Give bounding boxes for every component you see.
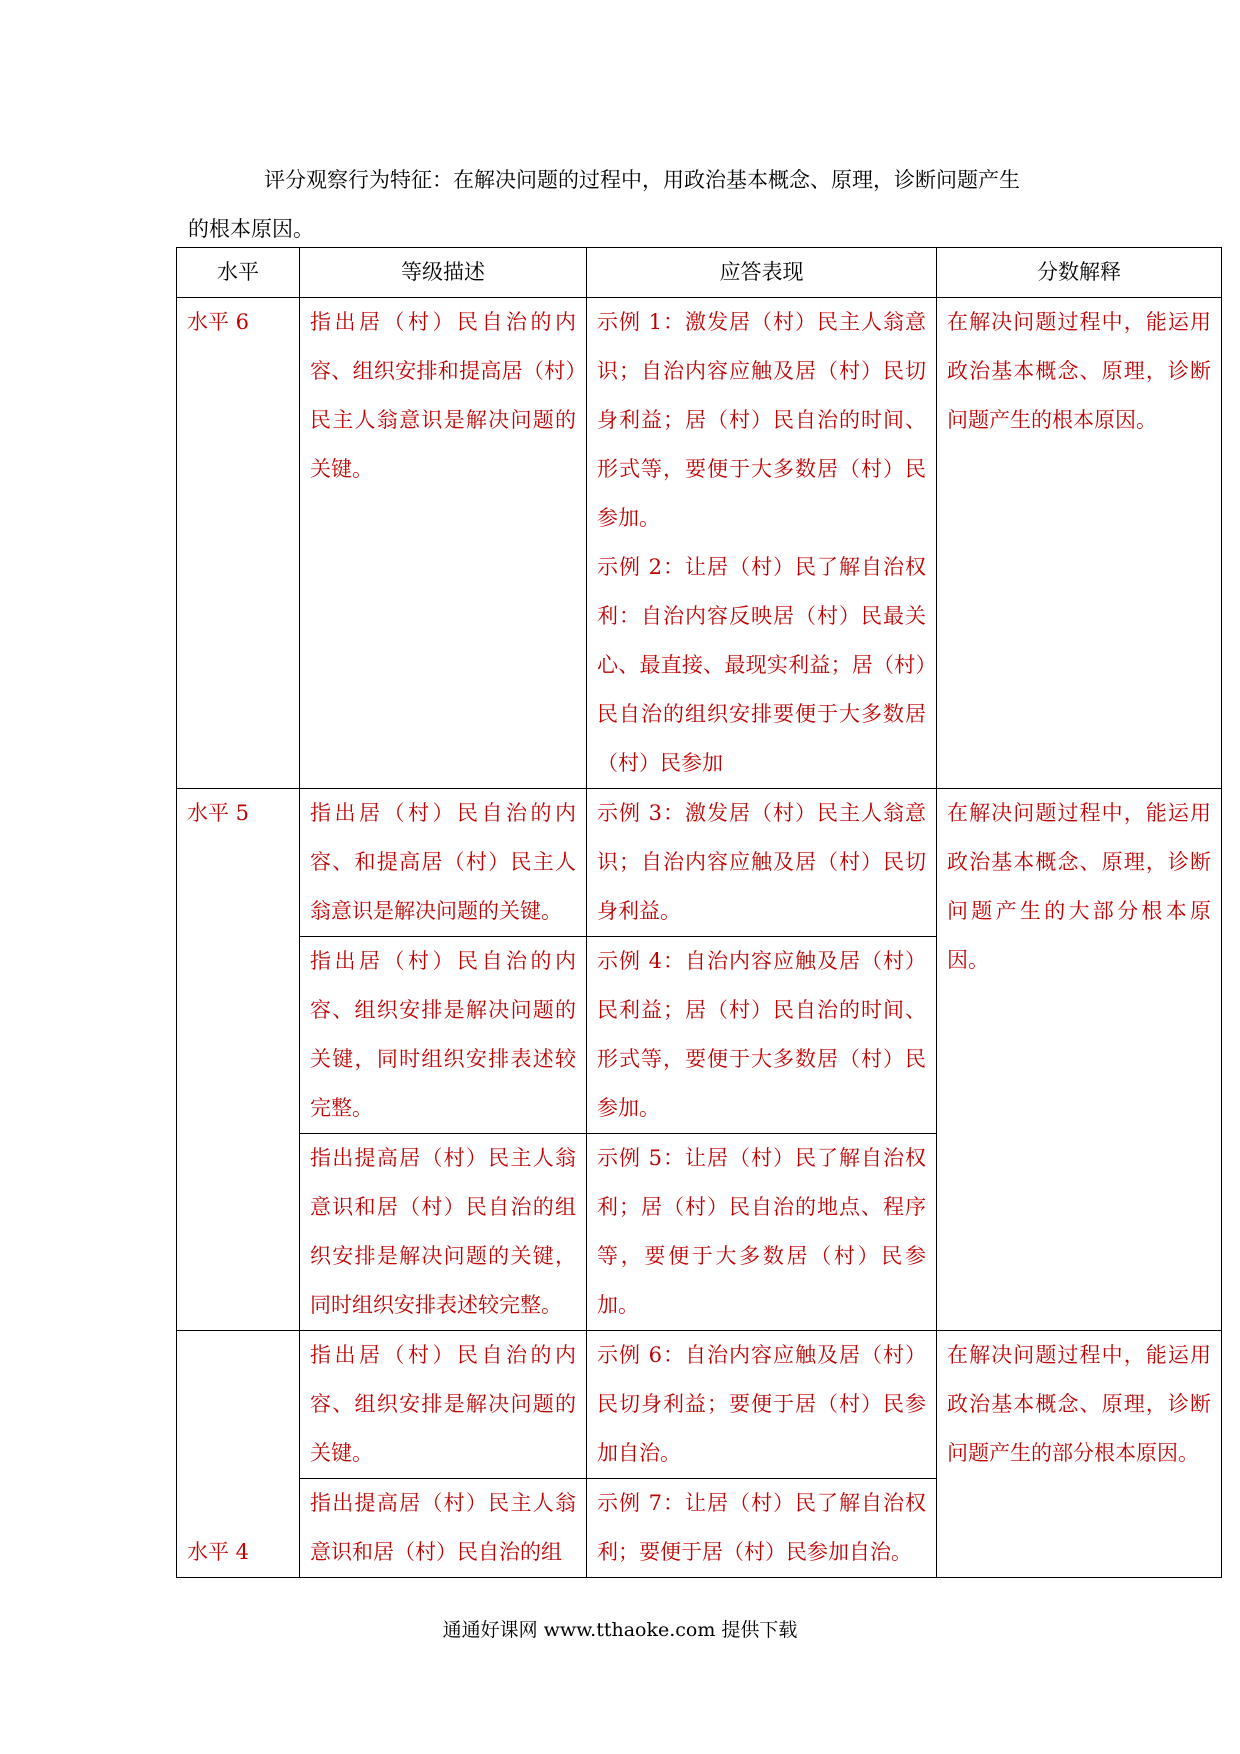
page-footer: 通通好课网 www.tthaoke.com 提供下载 xyxy=(442,1619,798,1641)
level-6-score: 在解决问题过程中，能运用政治基本概念、原理，诊断问题产生的根本原因。 xyxy=(937,298,1222,789)
level-5-score: 在解决问题过程中，能运用政治基本概念、原理，诊断问题产生的大部分根本原因。 xyxy=(937,789,1222,1331)
level-4-label: 水平 4 xyxy=(177,1331,300,1578)
table-row-level-5a xyxy=(177,789,1222,937)
header-response: 应答表现 xyxy=(587,248,937,298)
example-1: 示例 1：激发居（村）民主人翁意识；自治内容应触及居（村）民切身利益；居（村）民自治的时间、形式等，要便于大多数居（村）民参加。 xyxy=(597,310,926,530)
level-5-description-2: 指出居（村）民自治的内容、组织安排是解决问题的关键，同时组织安排表述较完整。 xyxy=(300,937,587,1134)
level-5-response-3: 示例 5：让居（村）民了解自治权利；居（村）民自治的地点、程序等，要便于大多数居（村）民参加。 xyxy=(587,1134,937,1331)
example-2: 示例 2：让居（村）民了解自治权利：自治内容反映居（村）民最关心、最直接、最现实利益；居（村）民自治的组织安排要便于大多数居（村）民参加 xyxy=(597,555,926,775)
level-4-response-1: 示例 6：自治内容应触及居（村）民切身利益；要便于居（村）民参加自治。 xyxy=(587,1331,937,1479)
header-level: 水平 xyxy=(177,248,300,298)
header-description: 等级描述 xyxy=(300,248,587,298)
table-header-row xyxy=(177,248,1222,298)
level-4-description-2: 指出提高居（村）民主人翁意识和居（村）民自治的组 xyxy=(300,1479,587,1578)
intro-line-2: 的根本原因。 xyxy=(188,217,314,241)
level-4-response-2: 示例 7：让居（村）民了解自治权利；要便于居（村）民参加自治。 xyxy=(587,1479,937,1578)
level-4-description-1: 指出居（村）民自治的内容、组织安排是解决问题的关键。 xyxy=(300,1331,587,1479)
level-6-response xyxy=(587,298,937,789)
level-5-label: 水平 5 xyxy=(177,789,300,1331)
table-row-level-4a xyxy=(177,1331,1222,1479)
level-5-response-2: 示例 4：自治内容应触及居（村）民利益；居（村）民自治的时间、形式等，要便于大多数居（村）民参加。 xyxy=(587,937,937,1134)
level-4-score: 在解决问题过程中，能运用政治基本概念、原理，诊断问题产生的部分根本原因。 xyxy=(937,1331,1222,1578)
intro-paragraph xyxy=(188,156,1108,254)
level-5-description-3: 指出提高居（村）民主人翁意识和居（村）民自治的组织安排是解决问题的关键，同时组织安排表述较完整。 xyxy=(300,1134,587,1331)
header-score: 分数解释 xyxy=(937,248,1222,298)
level-5-description-1: 指出居（村）民自治的内容、和提高居（村）民主人翁意识是解决问题的关键。 xyxy=(300,789,587,937)
level-5-response-1: 示例 3：激发居（村）民主人翁意识；自治内容应触及居（村）民切身利益。 xyxy=(587,789,937,937)
intro-line-1: 评分观察行为特征：在解决问题的过程中，用政治基本概念、原理，诊断问题产生 xyxy=(264,168,1020,192)
rubric-table xyxy=(176,247,1222,1578)
level-6-label: 水平 6 xyxy=(177,298,300,789)
level-6-description: 指出居（村）民自治的内容、组织安排和提高居（村）民主人翁意识是解决问题的关键。 xyxy=(300,298,587,789)
table-row-level-6 xyxy=(177,298,1222,789)
